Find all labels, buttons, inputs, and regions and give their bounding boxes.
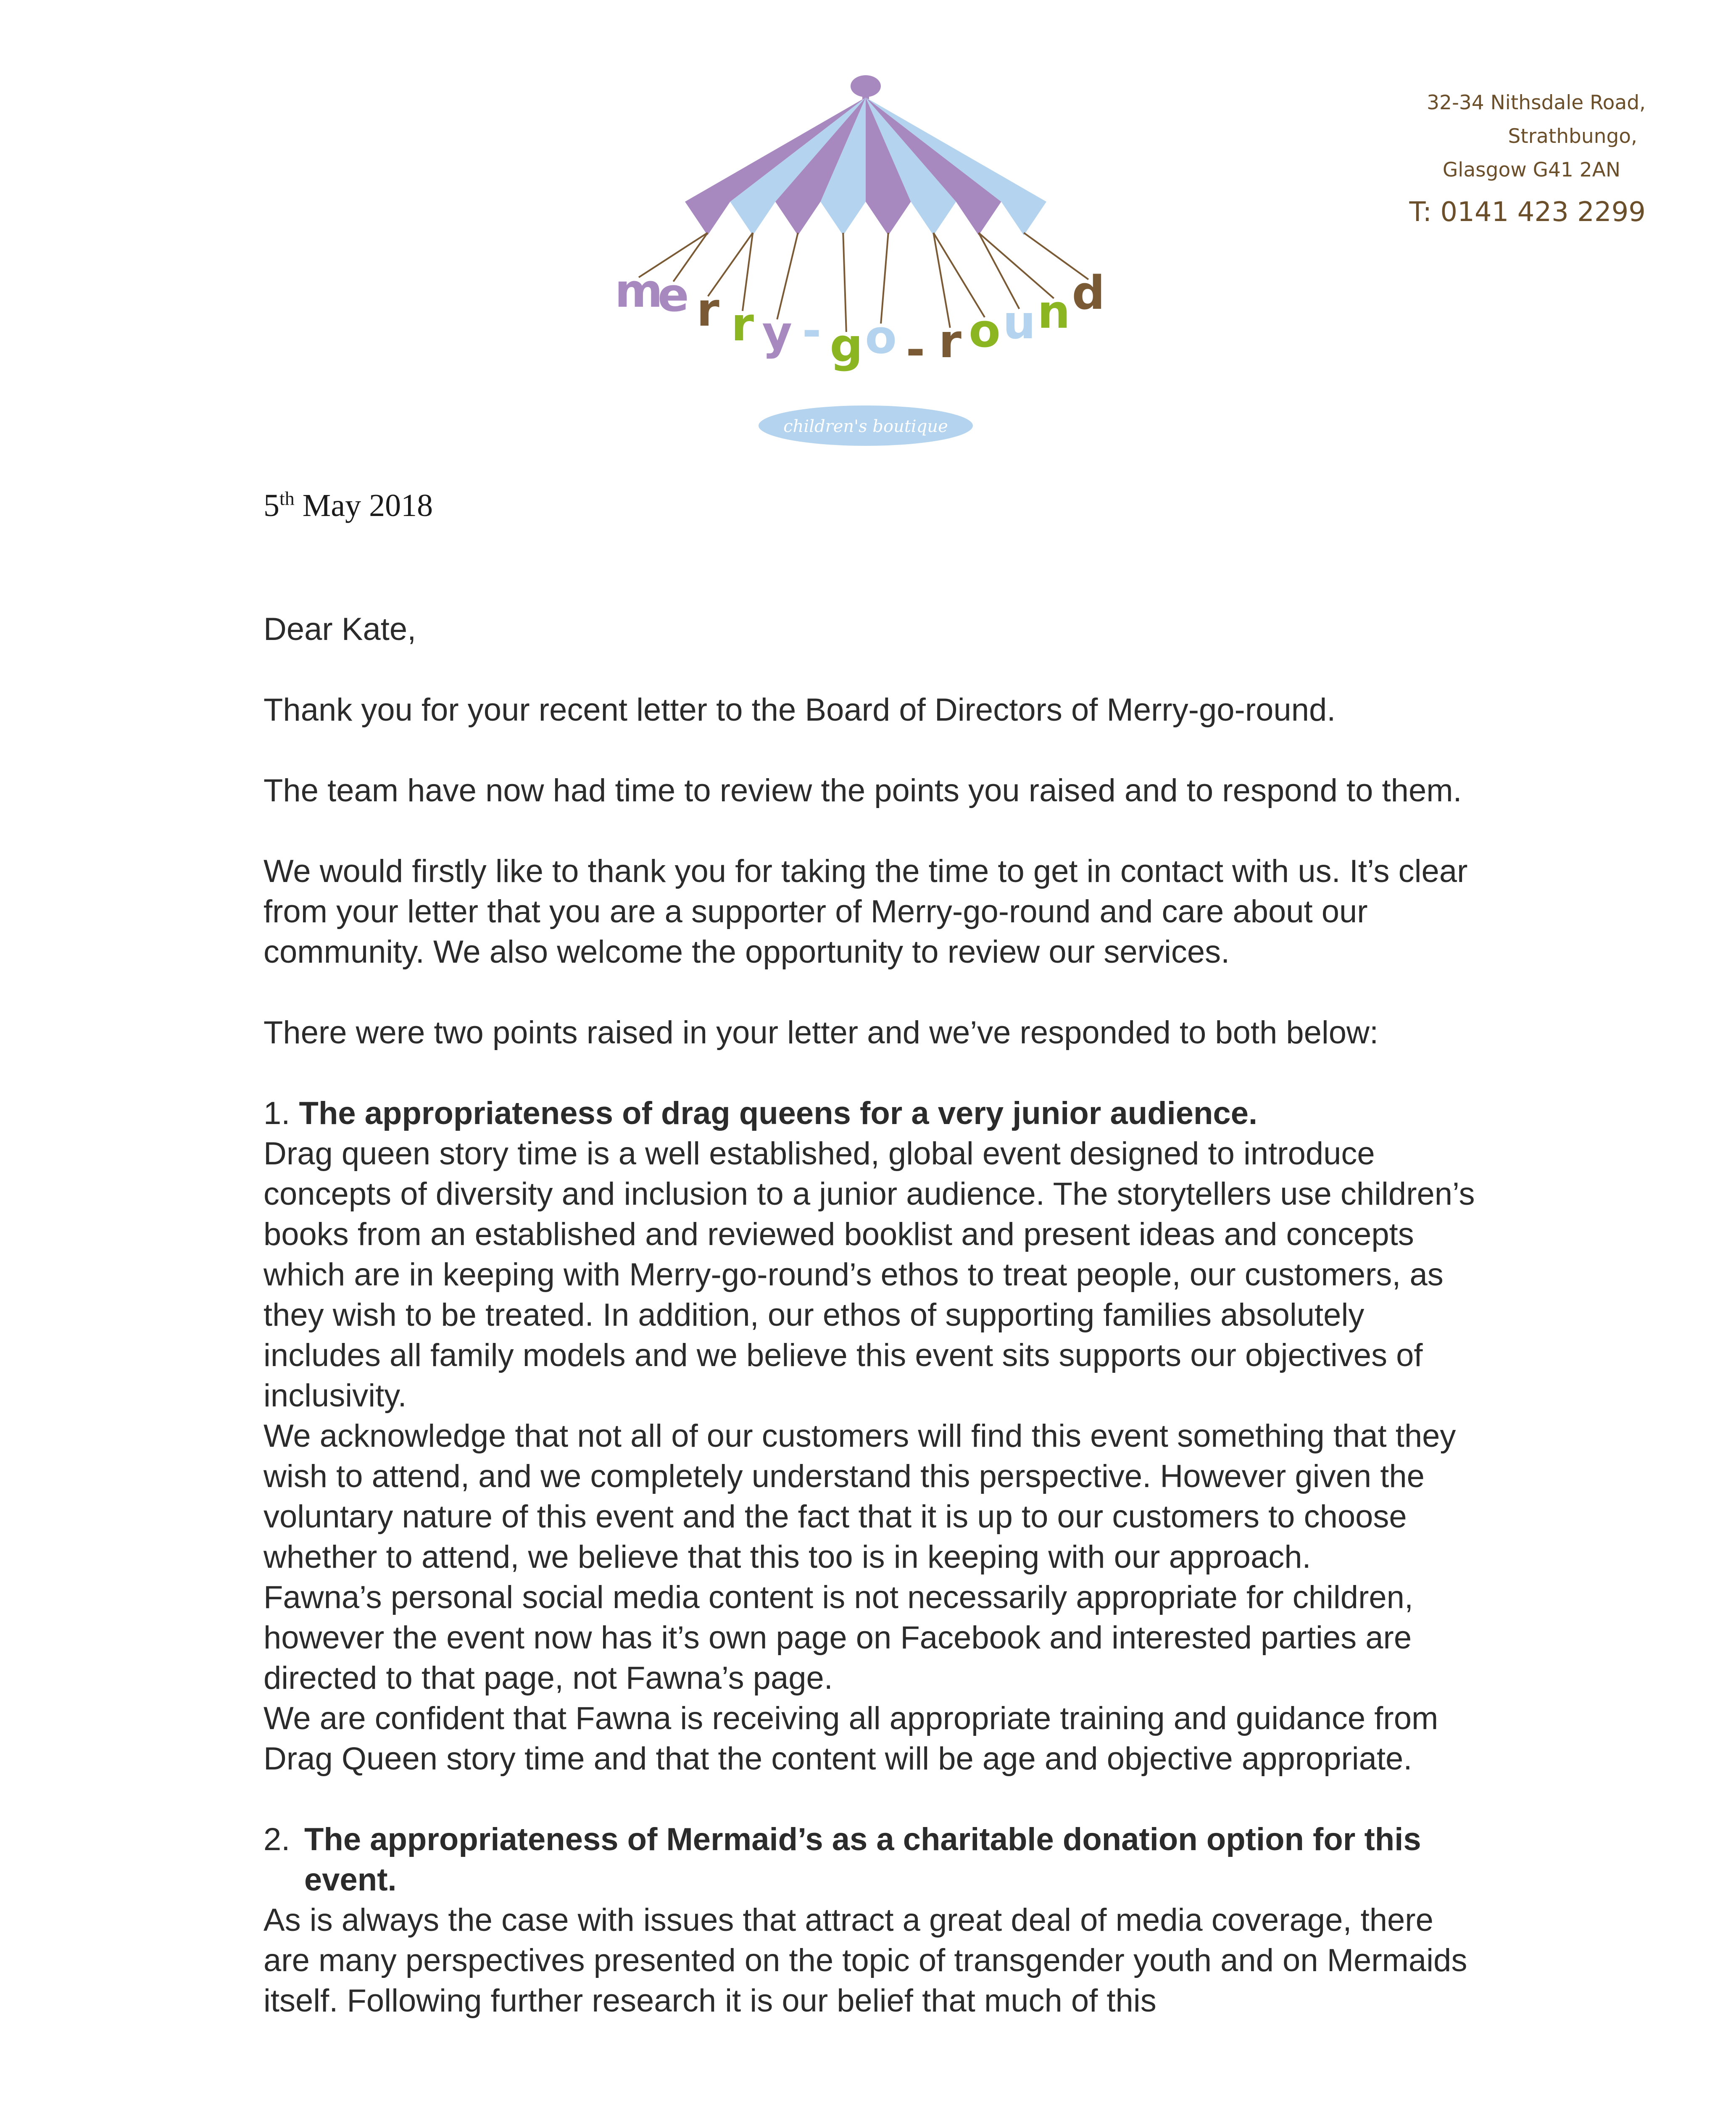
point-1-title: The appropriateness of drag queens for a very junior audience. (299, 1095, 1258, 1131)
date-suffix: th (279, 487, 295, 509)
point-1-paragraph-4: We are confident that Fawna is receiving all appropriate training and guidance from Drag Queen story time and that the content will be age and objective appropriate. (263, 1701, 1438, 1777)
logo-letter: m (614, 264, 663, 318)
paragraph-2: The team have now had time to review the points you raised and to respond to them. (263, 773, 1462, 808)
salutation: Dear Kate, (263, 611, 416, 647)
logo-letter: d (1072, 266, 1105, 320)
logo-letter: r (696, 283, 719, 337)
merry-go-round-logo (614, 71, 1118, 458)
point-1-paragraph-2: We acknowledge that not all of our customers will find this event something that they wish to attend, and we completely understand this perspective. However given the voluntary nature of this event and the fact that it is up to our customers to choose whether to attend, we believe that this too is in keeping with our approach. (263, 1418, 1456, 1575)
date-rest: May 2018 (302, 488, 433, 523)
logo-letter: u (1003, 295, 1036, 349)
logo-letter: y (762, 306, 793, 360)
logo-string (843, 233, 846, 332)
point-2-paragraph-1: As is always the case with issues that attract a great deal of media coverage, there are many perspectives presented on the topic of transgender youth and on Mermaids itself. Following further research it is our belief that much of this (263, 1902, 1467, 2019)
paragraph-4: There were two points raised in your letter and we’ve responded to both below: (263, 1015, 1379, 1050)
logo-letter: e (658, 268, 689, 322)
carousel-icon (614, 71, 1118, 458)
logo-letter: r (731, 298, 754, 351)
logo-letter: n (1037, 285, 1070, 339)
logo-letter: g (830, 319, 863, 372)
point-1-heading (263, 1093, 1482, 1134)
paragraph-1: Thank you for your recent letter to the Board of Directors of Merry-go-round. (263, 692, 1336, 728)
logo-letter: o (865, 310, 897, 364)
letter-body (263, 609, 1482, 2021)
point-1-paragraph-3: Fawna’s personal social media content is not necessarily appropriate for children, however the event now has it’s own page on Facebook and interested parties are directed to that page, not Fawna’s page. (263, 1580, 1414, 1696)
point-1-paragraph-1: Drag queen story time is a well established, global event designed to introduce concepts of diversity and inclusion to a junior audience. The storytellers use children’s books from an established and reviewed booklist and present ideas and concepts which are in keeping with Merry-go-round’s ethos to treat people, our customers, as they wish to be treated. In addition, our ethos of supporting families absolutely includes all family models and we believe this event sits supports our objectives of inclusivity. (263, 1136, 1475, 1414)
logo-letter: r (938, 314, 962, 368)
letter-date (263, 487, 433, 524)
address-line-1: 32-34 Nithsdale Road, (1427, 91, 1646, 114)
date-day: 5 (263, 488, 279, 523)
address-line-2: Strathbungo, (1508, 125, 1637, 148)
point-2-number: 2. (263, 1822, 290, 1857)
logo-letter: - (906, 323, 925, 376)
phone-number: T: 0141 423 2299 (1409, 197, 1646, 228)
point-2-heading (263, 1819, 1482, 1900)
point-2-title: The appropriateness of Mermaid’s as a charitable donation option for this event. (304, 1822, 1421, 1898)
logo-tagline: children's boutique (783, 417, 948, 436)
logo-letter: o (969, 304, 1001, 358)
address-block (1409, 86, 1646, 233)
point-1-number: 1. (263, 1095, 290, 1131)
paragraph-3: We would firstly like to thank you for taking the time to get in contact with us. It’s clear from your letter that you are a supporter of Merry-go-round and care about our community. We also welcome the opportunity to review our services. (263, 853, 1468, 970)
address-line-3: Glasgow G41 2AN (1442, 158, 1620, 182)
logo-letter: - (802, 304, 822, 358)
